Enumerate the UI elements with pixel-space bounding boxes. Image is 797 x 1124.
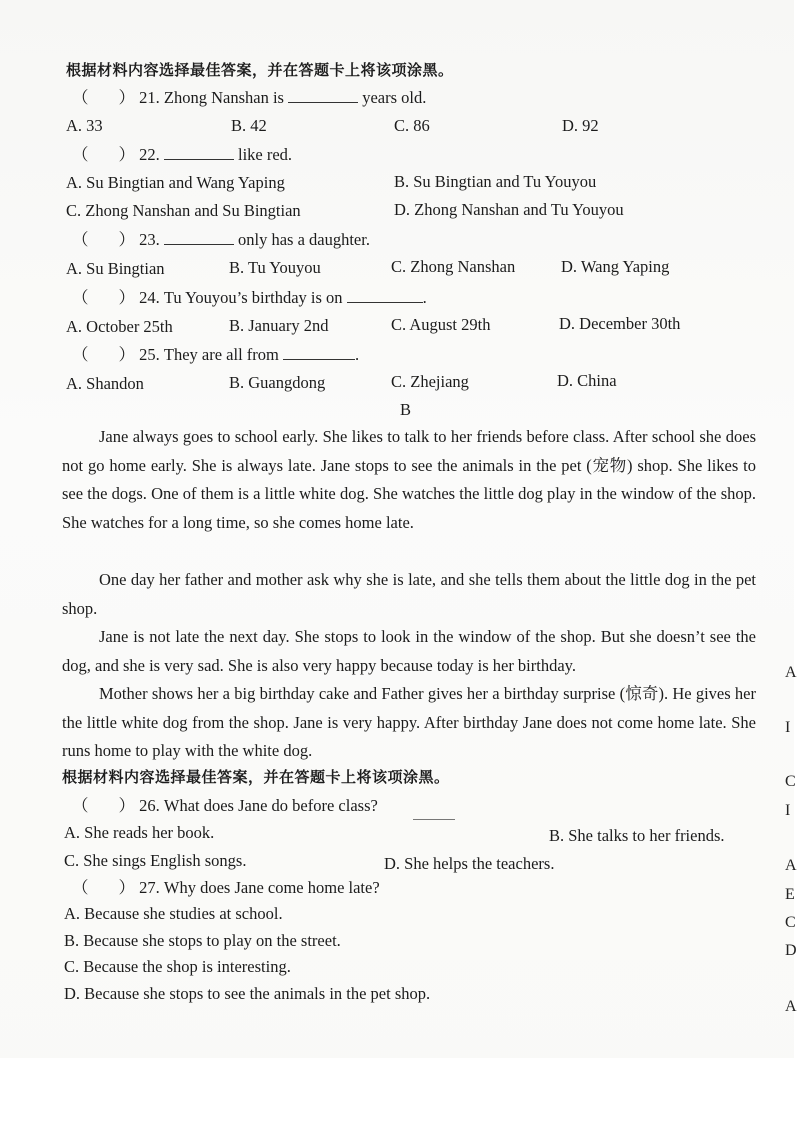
question-23 <box>72 230 370 250</box>
option-a: A. She reads her book. <box>64 823 215 842</box>
option-b: B. January 2nd <box>229 316 329 335</box>
option-c: C. She sings English songs. <box>64 851 247 870</box>
edge-letter: C <box>785 914 796 931</box>
option-c: C. Because the shop is interesting. <box>64 957 291 976</box>
question-stem-end: . <box>422 288 427 307</box>
option-a: A. Su Bingtian <box>66 259 165 278</box>
option-c: C. 86 <box>394 116 430 135</box>
answer-paren-open: （ <box>72 88 89 107</box>
question-stem: 22. <box>139 145 160 164</box>
question-27 <box>72 878 380 898</box>
edge-letter: I <box>785 802 791 819</box>
question-stem-end: . <box>354 345 360 364</box>
answer-paren-close: ） <box>118 88 135 107</box>
answer-paren-close: ） <box>118 288 135 307</box>
answer-paren-close: ） <box>118 345 135 364</box>
option-d: D. 92 <box>562 116 599 135</box>
option-c: C. Zhong Nanshan <box>391 257 516 276</box>
answer-paren-close: ） <box>118 230 135 249</box>
answer-blank <box>347 290 423 303</box>
option-d: D. December 30th <box>559 314 681 333</box>
answer-paren-open: （ <box>72 230 89 249</box>
question-stem: 23. <box>139 230 160 249</box>
option-a: A. Su Bingtian and Wang Yaping <box>66 173 285 192</box>
option-b: B. Because she stops to play on the street. <box>64 931 341 950</box>
edge-letter: E <box>785 886 795 903</box>
option-d: D. Zhong Nanshan and Tu Youyou <box>394 200 624 219</box>
section-heading: B <box>400 400 412 419</box>
answer-paren-open: （ <box>72 796 89 815</box>
page-bottom-margin <box>0 1058 794 1124</box>
answer-blank <box>164 147 234 160</box>
edge-letter: A <box>785 664 797 681</box>
option-c: C. Zhong Nanshan and Su Bingtian <box>66 201 301 220</box>
passage-paragraph-1: Jane always goes to school early. She likes to talk to her friends before class. After school she does not go home early. She is always late. Jane stops to see the animals in the pet (宠物) shop. She likes to see the dogs. One of them is a little white dog. She watches the little dog play in the window of the shop. She watches for a long time, so she comes home late. <box>62 427 756 532</box>
question-stem: 26. What does Jane do before class? <box>139 796 378 815</box>
answer-paren-open: （ <box>72 145 89 164</box>
option-b: B. She talks to her friends. <box>549 826 725 845</box>
option-b: B. 42 <box>231 116 267 135</box>
edge-letter: A <box>785 998 797 1015</box>
option-c: C. August 29th <box>391 315 491 334</box>
option-b: B. Tu Youyou <box>229 258 321 277</box>
edge-letter: A <box>785 857 797 874</box>
instruction-1: 根据材料内容选择最佳答案，并在答题卡上将该项涂黑。 <box>66 61 454 79</box>
option-d: D. She helps the teachers. <box>384 854 555 873</box>
passage-paragraph-4: Mother shows her a big birthday cake and Father gives her a birthday surprise (惊奇). He gives her the little white dog from the shop. Jane is very happy. After birthday Jane does not come home late. She runs home to play with the white dog. <box>62 684 756 761</box>
question-stem-end: years old. <box>362 88 427 107</box>
option-d: D. Because she stops to see the animals in the pet shop. <box>64 984 431 1003</box>
passage-paragraph-3: Jane is not late the next day. She stops to look in the window of the shop. But she doesn’t see the dog, and she is very sad. She is also very happy because today is her birthday. <box>62 627 756 675</box>
option-b: B. Guangdong <box>229 373 326 392</box>
answer-paren-open: （ <box>72 345 89 364</box>
option-a: A. Because she studies at school. <box>64 904 283 923</box>
option-c: C. Zhejiang <box>391 372 469 391</box>
option-b: B. Su Bingtian and Tu Youyou <box>394 172 597 191</box>
decorative-dash <box>413 819 455 820</box>
question-stem-end: only has a daughter. <box>238 230 370 249</box>
answer-paren-close: ） <box>118 796 135 815</box>
answer-blank <box>288 90 358 103</box>
option-d: D. China <box>557 371 617 390</box>
answer-blank <box>164 232 234 245</box>
edge-letter: C <box>785 773 796 790</box>
question-24 <box>72 288 427 308</box>
question-stem: 27. Why does Jane come home late? <box>139 878 380 897</box>
question-stem: 24. Tu Youyou’s birthday is on <box>139 288 343 307</box>
option-d: D. Wang Yaping <box>561 257 670 276</box>
answer-paren-close: ） <box>118 878 135 897</box>
edge-letter: D <box>785 942 797 959</box>
answer-paren-close: ） <box>118 145 135 164</box>
answer-paren-open: （ <box>72 878 89 897</box>
passage-paragraph-2: One day her father and mother ask why she is late, and she tells them about the little dog in the pet shop. <box>62 570 756 618</box>
question-22 <box>72 145 292 165</box>
instruction-2: 根据材料内容选择最佳答案，并在答题卡上将该项涂黑。 <box>62 768 450 786</box>
question-26 <box>72 796 378 816</box>
edge-letter: I <box>785 719 791 736</box>
question-stem: 25. They are all from <box>139 345 279 364</box>
option-a: A. Shandon <box>66 374 144 393</box>
question-stem-end: like red. <box>238 145 293 164</box>
question-stem: 21. Zhong Nanshan is <box>139 88 284 107</box>
answer-blank <box>283 347 355 360</box>
answer-paren-open: （ <box>72 288 89 307</box>
question-25 <box>72 345 359 365</box>
option-a: A. 33 <box>66 116 103 135</box>
option-a: A. October 25th <box>66 317 173 336</box>
question-21 <box>72 88 426 108</box>
